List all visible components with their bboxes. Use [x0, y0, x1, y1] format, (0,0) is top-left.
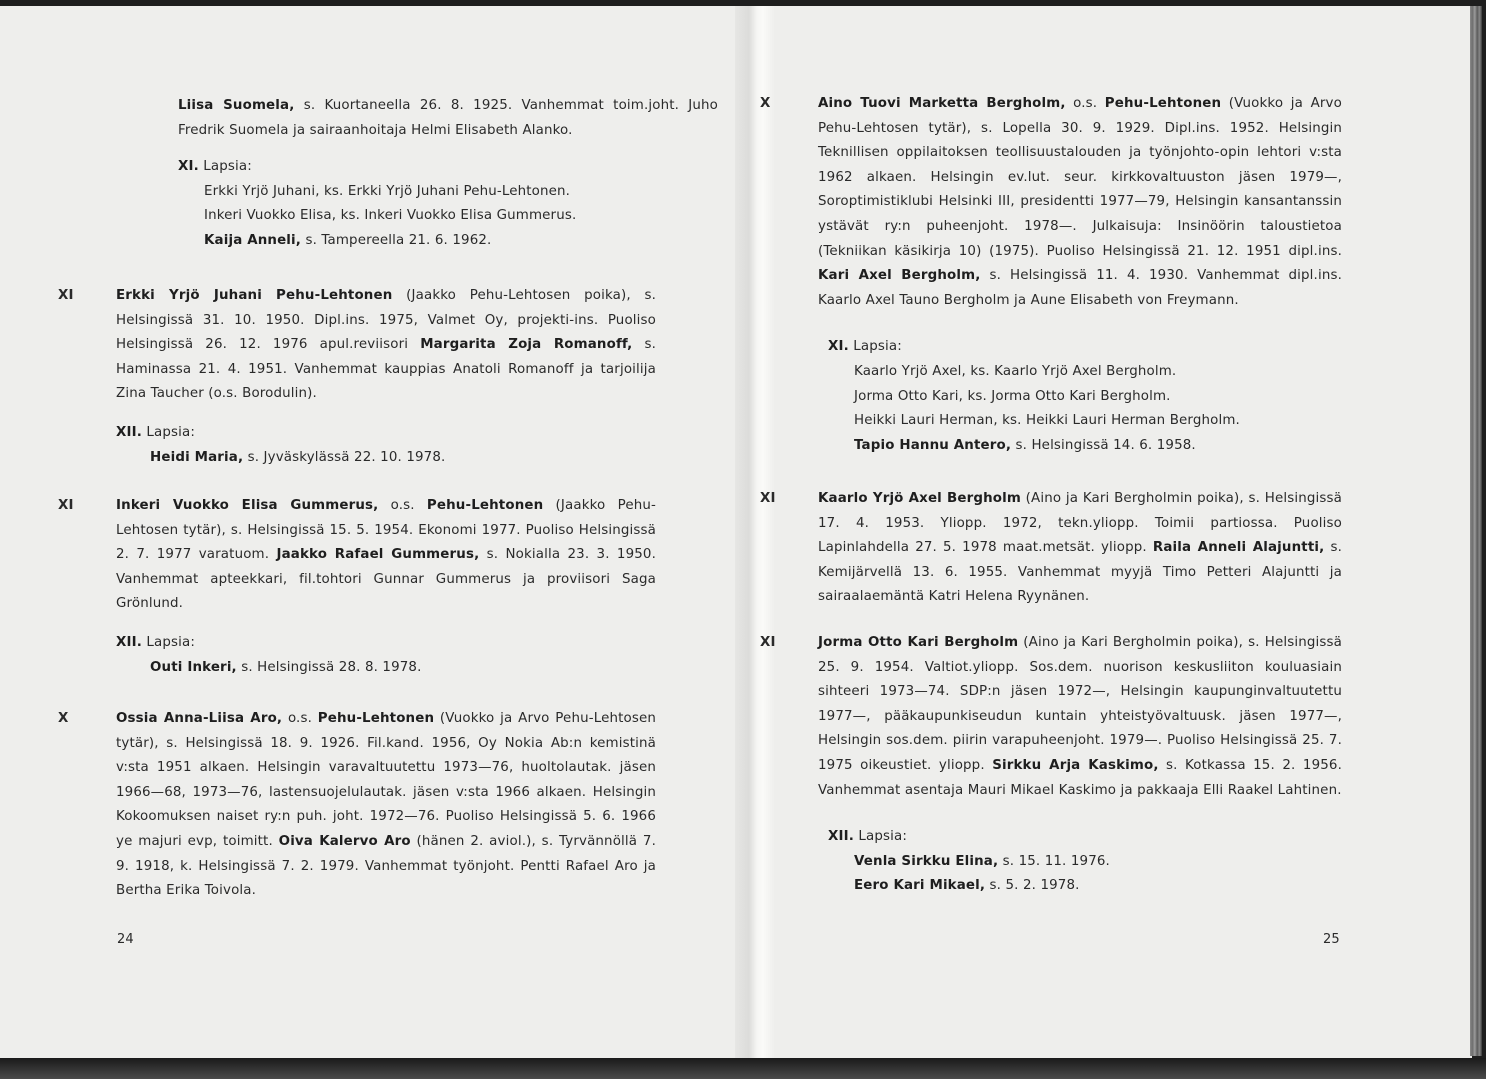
genealogy-entry: [756, 487, 1342, 610]
child-name: Eero Kari Mikael,: [854, 878, 986, 894]
child-item: [852, 385, 1342, 410]
entry-text: (Jaakko Pehu-Lehtosen poika), s. Helsingissä 31. 10. 1950. Dipl.ins. 1975, Valmet Oy, projekti-ins. Puoliso Helsingissä 26. 12. 1976 apul.reviisori: [116, 288, 657, 353]
entry-text: (Aino ja Kari Bergholmin poika), s. Helsingissä 25. 9. 1954. Valtiot.yliopp. Sos.dem. nuorison keskusliiton kouluasiain sihteeri 1973—74. SDP:n jäsen 1972—, Helsingin kaupunginvaltuutettu 1977—, pääkaupunkiseudun kuntain yhteistyövaltuusk. jäsen 1977—, Helsingin sos.dem. piirin varapuheenjoht. 1979—. Puoliso Helsingissä 25. 7. 1975 oikeustiet. yliopp.: [818, 635, 1342, 773]
children-heading: [116, 631, 656, 656]
child-name: Kaija Anneli,: [204, 232, 302, 248]
child-text: Erkki Yrjö Juhani, ks. Erkki Yrjö Juhani Pehu-Lehtonen.: [204, 183, 571, 199]
child-text: s. Helsingissä 14. 6. 1958.: [1011, 437, 1196, 453]
child-name: Heidi Maria,: [150, 449, 244, 465]
entry-text: s. Kotkassa 15. 2. 1956. Vanhemmat asentaja Mauri Mikael Kaskimo ja pakkaaja Elli Raakel Lahtinen.: [818, 757, 1342, 798]
entry-text: s. Kuortaneella 26. 8. 1925. Vanhemmat toim.joht. Juho Fredrik Suomela ja sairaanhoitaja Helmi Elisabeth Alanko.: [178, 98, 719, 138]
person-name: Aino Tuovi Marketta Bergholm,: [818, 96, 1066, 111]
entry-text: (Aino ja Kari Bergholmin poika), s. Helsingissä 17. 4. 1953. Yliopp. 1972, tekn.yliopp. Toimii partiossa. Puoliso Lapinlahdella 27. 5. 1978 maat.metsät. yliopp.: [818, 491, 1342, 556]
entry-text: (Vuokko ja Arvo Pehu-Lehtosen tytär), s. Helsingissä 18. 9. 1926. Fil.kand. 1956, Oy Nokia Ab:n kemistinä v:sta 1951 alkaen. Helsingin varavaltuutettu 1973—76, huoltolautak. jäsen 1966—68, 1973—76, lastensuojelulautak. jäsen v:sta 1966 alkaen. Helsingin Kokoomuksen naiset ry:n puh. joht. 1972—76. Puoliso Helsingissä 5. 6. 1966 ye majuri evp, toimitt.: [116, 711, 656, 849]
person-name: Jorma Otto Kari Bergholm: [818, 635, 1019, 650]
generation-label: XII.: [116, 424, 142, 440]
entry-text: s. Haminassa 21. 4. 1951. Vanhemmat kauppias Anatoli Romanoff ja tarjoilija Zina Taucher (o.s. Borodulin).: [116, 337, 656, 402]
children-list: [54, 421, 656, 470]
page-number: 24: [117, 932, 134, 947]
generation-label: XII.: [116, 634, 142, 650]
children-list: [756, 825, 1342, 899]
children-list: [756, 335, 1342, 458]
children-heading: [116, 421, 656, 446]
genealogy-entry: [756, 631, 1342, 899]
generation-label: XII.: [828, 829, 854, 845]
entry-text: o.s.: [378, 498, 427, 513]
spouse-name: Jaakko Rafael Gummerus,: [276, 547, 480, 563]
generation-marker: XI: [760, 491, 776, 506]
spouse-name: Margarita Zoja Romanoff,: [420, 337, 633, 353]
genealogy-entry: [756, 92, 1342, 458]
page-edges: [1470, 6, 1482, 1056]
bottom-shadow: [0, 1058, 1486, 1079]
child-item: [204, 204, 718, 229]
child-text: Heikki Lauri Herman, ks. Heikki Lauri Herman Bergholm.: [854, 413, 1240, 429]
maiden-name: Pehu-Lehtonen: [1104, 96, 1222, 111]
child-text: s. Helsingissä 28. 8. 1978.: [236, 659, 422, 675]
children-label: Lapsia:: [848, 339, 902, 355]
child-text: s. Tampereella 21. 6. 1962.: [301, 232, 492, 248]
children-list: [54, 631, 656, 680]
children-list: [178, 155, 718, 253]
child-item: [204, 229, 718, 254]
child-item: [852, 360, 1342, 385]
children-label: Lapsia:: [141, 424, 196, 440]
page-number: 25: [1323, 932, 1340, 947]
child-item: [148, 656, 656, 681]
person-name: Inkeri Vuokko Elisa Gummerus,: [116, 498, 379, 513]
spouse-name: Oiva Kalervo Aro: [278, 833, 411, 849]
child-name: Outi Inkeri,: [150, 659, 237, 675]
child-item: [852, 874, 1342, 899]
intro-entry: [116, 94, 718, 254]
genealogy-entry: [54, 494, 656, 680]
child-text: s. 15. 11. 1976.: [998, 853, 1110, 869]
person-name: Liisa Suomela,: [178, 98, 295, 113]
child-text: Inkeri Vuokko Elisa, ks. Inkeri Vuokko Elisa Gummerus.: [204, 208, 577, 224]
entry-text: s. Kemijärvellä 13. 6. 1955. Vanhemmat myyjä Timo Petteri Alajuntti ja sairaalaemäntä Katri Helena Ryynänen.: [818, 540, 1342, 605]
entry-text: o.s.: [1065, 96, 1105, 111]
generation-marker: X: [58, 711, 69, 726]
entry-text: [818, 92, 1342, 313]
maiden-name: Pehu-Lehtonen: [317, 711, 435, 726]
child-name: Venla Sirkku Elina,: [854, 853, 999, 869]
child-item: [852, 850, 1342, 875]
generation-label: XI.: [178, 159, 199, 175]
children-label: Lapsia:: [853, 829, 908, 845]
entry-text: [116, 284, 656, 407]
entry-text: o.s.: [282, 711, 318, 726]
entry-text: (Vuokko ja Arvo Pehu-Lehtosen tytär), s. Lopella 30. 9. 1929. Dipl.ins. 1952. Helsingin Teknillisen oppilaitoksen teollisuustalouden ja työnjohto-opin lehtori v:sta 1962 alkaen. Helsingin ev.lut. seur. kirkkovaltuuston jäsen 1979—, Soroptimistiklubi Helsinki III, presidentti 1977—79, Helsingin kansantanssin ystävät ry:n puheenjoht. 1978—. Julkaisuja: Insinöörin taloustietoa (Tekniikan käsikirja 10) (1975). Puoliso Helsingissä 21. 12. 1951 dipl.ins.: [818, 96, 1342, 259]
genealogy-entry: [54, 707, 656, 904]
entry-text: s. Nokialla 23. 3. 1950. Vanhemmat apteekkari, fil.tohtori Gunnar Gummerus ja proviisori Saga Grönlund.: [116, 547, 656, 612]
children-heading: [178, 155, 718, 180]
child-name: Tapio Hannu Antero,: [854, 437, 1012, 453]
entry-text: [116, 707, 656, 904]
child-item: [204, 180, 718, 205]
entry-text: (hänen 2. aviol.), s. Tyrvännöllä 7. 9. 1918, k. Helsingissä 7. 2. 1979. Vanhemmat työnjoht. Pentti Rafael Aro ja Bertha Erika Toivola.: [116, 833, 657, 899]
children-heading: [828, 825, 1342, 850]
spouse-name: Sirkku Arja Kaskimo,: [992, 757, 1159, 773]
intro-text: [178, 94, 718, 143]
generation-marker: XI: [760, 635, 776, 650]
child-item: [852, 434, 1342, 459]
entry-text: [818, 631, 1342, 803]
child-item: [852, 409, 1342, 434]
children-label: Lapsia:: [198, 159, 252, 175]
entry-text: s. Helsingissä 11. 4. 1930. Vanhemmat dipl.ins. Kaarlo Axel Tauno Bergholm ja Aune Elisabeth von Freymann.: [818, 268, 1342, 308]
spouse-name: Kari Axel Bergholm,: [818, 268, 981, 284]
person-name: Kaarlo Yrjö Axel Bergholm: [818, 491, 1021, 506]
children-heading: [828, 335, 1342, 360]
generation-marker: XI: [58, 288, 74, 303]
children-label: Lapsia:: [141, 634, 196, 650]
person-name: Erkki Yrjö Juhani Pehu-Lehtonen: [116, 288, 393, 303]
generation-marker: X: [760, 96, 771, 111]
generation-marker: XI: [58, 498, 74, 513]
child-text: Kaarlo Yrjö Axel, ks. Kaarlo Yrjö Axel Bergholm.: [854, 363, 1177, 379]
entry-text: (Jaakko Pehu-Lehtosen tytär), s. Helsingissä 15. 5. 1954. Ekonomi 1977. Puoliso Helsingissä 2. 7. 1977 varatuom.: [116, 498, 656, 563]
generation-label: XI.: [828, 339, 849, 355]
entry-text: [116, 494, 656, 617]
maiden-name: Pehu-Lehtonen: [426, 498, 544, 513]
child-item: [148, 446, 656, 471]
person-name: Ossia Anna-Liisa Aro,: [116, 711, 283, 726]
spouse-name: Raila Anneli Alajuntti,: [1152, 540, 1325, 556]
entry-text: [818, 487, 1342, 610]
genealogy-entry: [54, 284, 656, 470]
child-text: s. Jyväskylässä 22. 10. 1978.: [243, 449, 446, 465]
child-text: Jorma Otto Kari, ks. Jorma Otto Kari Bergholm.: [854, 388, 1171, 404]
child-text: s. 5. 2. 1978.: [985, 878, 1080, 894]
